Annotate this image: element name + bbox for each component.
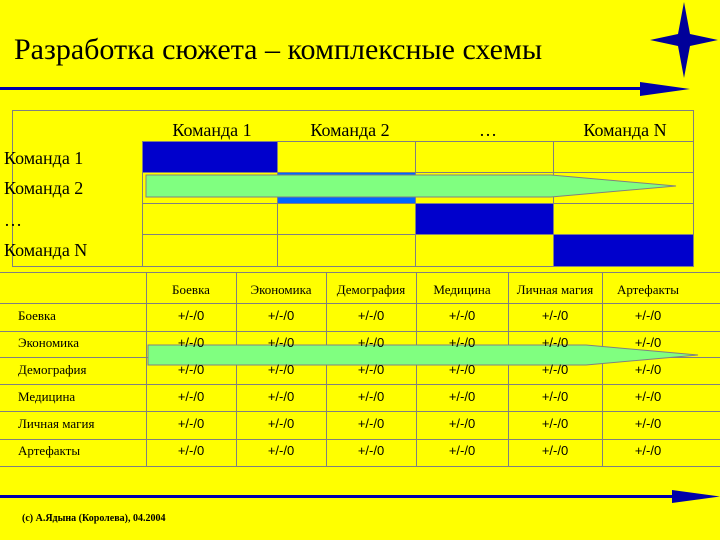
table-cell: +/-/0 bbox=[267, 443, 295, 458]
table-cell: +/-/0 bbox=[267, 362, 295, 377]
footer-copyright: (c) А.Ядына (Королева), 04.2004 bbox=[22, 513, 166, 524]
diagonal-cell bbox=[143, 142, 277, 172]
title-underline-arrow bbox=[0, 82, 690, 96]
table-column-header: Медицина bbox=[433, 282, 491, 297]
table-cell: +/-/0 bbox=[448, 389, 476, 404]
table-cell: +/-/0 bbox=[267, 389, 295, 404]
table-cell: +/-/0 bbox=[177, 308, 205, 323]
table-cell: +/-/0 bbox=[357, 389, 385, 404]
table-cell: +/-/0 bbox=[634, 362, 662, 377]
table-cell: +/-/0 bbox=[357, 362, 385, 377]
table-column-header: Личная магия bbox=[516, 282, 594, 297]
table-column-header: Боевка bbox=[172, 282, 210, 297]
table-row-header: Экономика bbox=[18, 335, 80, 350]
table-gridline bbox=[416, 272, 417, 467]
table-gridline bbox=[0, 439, 720, 440]
table-column-header: Демография bbox=[336, 282, 406, 297]
table-cell: +/-/0 bbox=[448, 362, 476, 377]
table-column-header: Артефакты bbox=[616, 282, 680, 297]
table-cell: +/-/0 bbox=[541, 308, 569, 323]
table-cell: +/-/0 bbox=[357, 308, 385, 323]
table-cell: +/-/0 bbox=[541, 416, 569, 431]
star-icon bbox=[648, 0, 720, 80]
diagonal-cell bbox=[554, 235, 693, 266]
matrix-column-header: Команда 2 bbox=[310, 120, 390, 140]
matrix-column-header: Команда 1 bbox=[172, 120, 252, 140]
table-row-header: Артефакты bbox=[18, 443, 81, 458]
table-cell: +/-/0 bbox=[448, 335, 476, 350]
table-cell: +/-/0 bbox=[177, 416, 205, 431]
table-cell: +/-/0 bbox=[634, 443, 662, 458]
table-cell: +/-/0 bbox=[267, 335, 295, 350]
matrix-column-header: Команда N bbox=[583, 120, 667, 140]
table-cell: +/-/0 bbox=[177, 443, 205, 458]
table-cell: +/-/0 bbox=[541, 443, 569, 458]
table-gridline bbox=[0, 331, 720, 332]
table-cell: +/-/0 bbox=[541, 389, 569, 404]
table-gridline bbox=[0, 466, 720, 467]
table-cell: +/-/0 bbox=[177, 335, 205, 350]
table-gridline bbox=[602, 272, 603, 467]
table-cell: +/-/0 bbox=[448, 443, 476, 458]
table-cell: +/-/0 bbox=[634, 308, 662, 323]
table-cell: +/-/0 bbox=[634, 389, 662, 404]
table-gridline bbox=[326, 272, 327, 467]
matrix-row-header: … bbox=[4, 210, 22, 230]
table-cell: +/-/0 bbox=[448, 416, 476, 431]
table-row-header: Личная магия bbox=[18, 416, 95, 431]
table-cell: +/-/0 bbox=[634, 416, 662, 431]
slide-title: Разработка сюжета – комплексные схемы bbox=[14, 33, 543, 66]
table-cell: +/-/0 bbox=[177, 362, 205, 377]
table-cell: +/-/0 bbox=[448, 308, 476, 323]
table-gridline bbox=[508, 272, 509, 467]
matrix-row-header: Команда N bbox=[4, 240, 88, 260]
diagonal-cell bbox=[416, 204, 553, 234]
table-cell: +/-/0 bbox=[634, 335, 662, 350]
table-cell: +/-/0 bbox=[357, 335, 385, 350]
table-row-header: Боевка bbox=[18, 308, 56, 323]
table-cell: +/-/0 bbox=[357, 443, 385, 458]
table-column-header: Экономика bbox=[250, 282, 312, 297]
green-flow-arrow bbox=[136, 172, 684, 202]
table-row-header: Медицина bbox=[18, 389, 76, 404]
table-gridline bbox=[0, 411, 720, 412]
footer-divider-arrow bbox=[0, 490, 720, 504]
matrix-column-header: … bbox=[479, 120, 497, 140]
table-gridline bbox=[0, 272, 720, 273]
table-cell: +/-/0 bbox=[541, 362, 569, 377]
table-gridline bbox=[146, 272, 147, 467]
table-cell: +/-/0 bbox=[357, 416, 385, 431]
table-row-header: Демография bbox=[18, 362, 87, 377]
table-cell: +/-/0 bbox=[177, 389, 205, 404]
table-cell: +/-/0 bbox=[267, 308, 295, 323]
matrix-row-header: Команда 1 bbox=[4, 148, 84, 168]
table-cell: +/-/0 bbox=[541, 335, 569, 350]
table-gridline bbox=[0, 303, 720, 304]
table-gridline bbox=[236, 272, 237, 467]
table-cell: +/-/0 bbox=[267, 416, 295, 431]
matrix-row-header: Команда 2 bbox=[4, 178, 84, 198]
table-gridline bbox=[0, 384, 720, 385]
